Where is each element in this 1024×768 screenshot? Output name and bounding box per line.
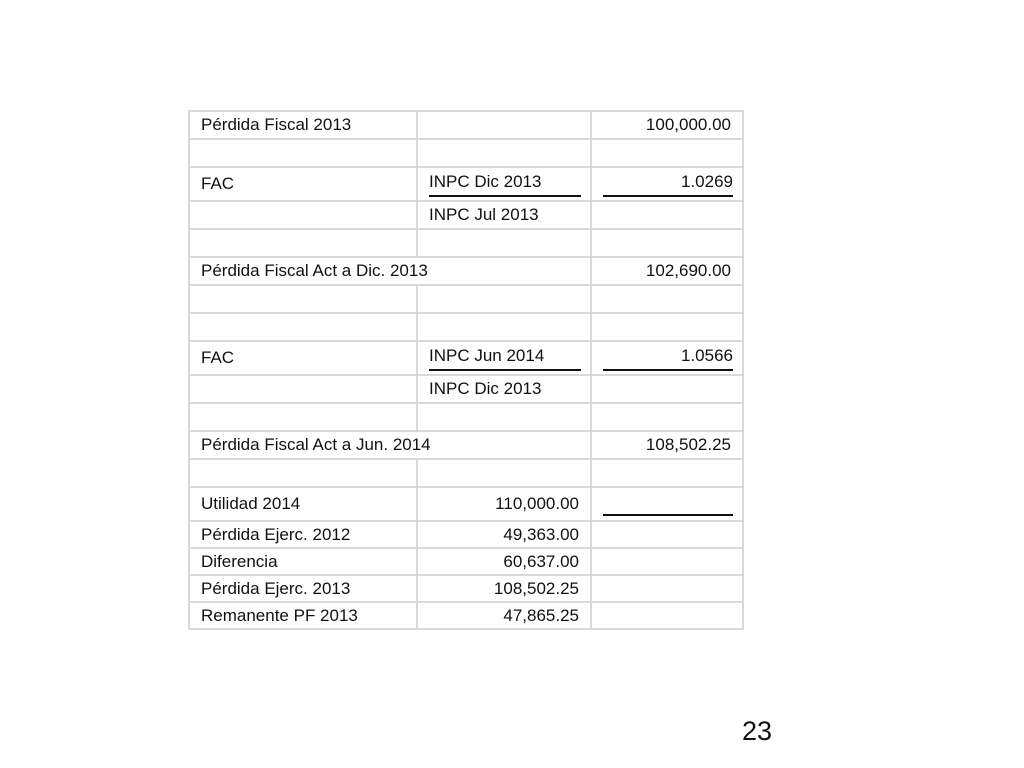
cell-middle [417,111,591,139]
cell-value: 108,502.25 [591,431,743,459]
cell-label: FAC [189,167,417,201]
fiscal-loss-table [188,110,744,630]
table-row [189,229,743,257]
table-row [189,602,743,629]
cell-label: Utilidad 2014 [189,487,417,521]
cell-label [189,229,417,257]
cell-middle [417,139,591,167]
table-row [189,403,743,431]
cell-value [591,167,743,201]
cell-label [189,285,417,313]
cell-middle: 108,502.25 [417,575,591,602]
cell-label: Pérdida Fiscal Act a Jun. 2014 [189,431,591,459]
table-row [189,285,743,313]
cell-label: Remanente PF 2013 [189,602,417,629]
cell-middle [417,313,591,341]
table-row [189,341,743,375]
cell-value: 102,690.00 [591,257,743,285]
cell-value [591,459,743,487]
table-row [189,167,743,201]
cell-value [591,341,743,375]
cell-value [591,201,743,229]
table-row [189,431,743,459]
cell-middle: 47,865.25 [417,602,591,629]
cell-label [189,139,417,167]
cell-value [591,521,743,548]
factor-value: 1.0566 [603,345,733,371]
cell-label [189,313,417,341]
cell-value [591,575,743,602]
table-row [189,257,743,285]
cell-value [591,313,743,341]
table-row [189,313,743,341]
cell-value [591,375,743,403]
cell-middle: 60,637.00 [417,548,591,575]
cell-value [591,229,743,257]
fraction-numerator: INPC Jun 2014 [429,345,581,371]
cell-value [591,139,743,167]
cell-middle [417,403,591,431]
cell-value [591,602,743,629]
cell-label: Pérdida Ejerc. 2013 [189,575,417,602]
table-row [189,201,743,229]
cell-value [591,403,743,431]
table-row [189,375,743,403]
fraction-denominator: INPC Dic 2013 [417,375,591,403]
underline-rule [603,492,733,516]
cell-middle [417,167,591,201]
cell-middle: 110,000.00 [417,487,591,521]
cell-label [189,403,417,431]
table-row [189,139,743,167]
page-number: 23 [742,716,773,746]
cell-label [189,459,417,487]
cell-value [591,548,743,575]
factor-value: 1.0269 [603,171,733,197]
table-row [189,521,743,548]
cell-middle [417,459,591,487]
cell-value: 100,000.00 [591,111,743,139]
cell-label: FAC [189,341,417,375]
cell-middle [417,229,591,257]
table-row [189,111,743,139]
cell-label [189,201,417,229]
cell-middle: 49,363.00 [417,521,591,548]
cell-label: Pérdida Ejerc. 2012 [189,521,417,548]
table-row [189,459,743,487]
cell-middle [417,341,591,375]
cell-value [591,487,743,521]
cell-value [591,285,743,313]
cell-label: Diferencia [189,548,417,575]
cell-label: Pérdida Fiscal 2013 [189,111,417,139]
fraction-denominator: INPC Jul 2013 [417,201,591,229]
table-row [189,487,743,521]
cell-label: Pérdida Fiscal Act a Dic. 2013 [189,257,591,285]
cell-middle [417,285,591,313]
fraction-numerator: INPC Dic 2013 [429,171,581,197]
table-row [189,575,743,602]
cell-label [189,375,417,403]
table-row [189,548,743,575]
